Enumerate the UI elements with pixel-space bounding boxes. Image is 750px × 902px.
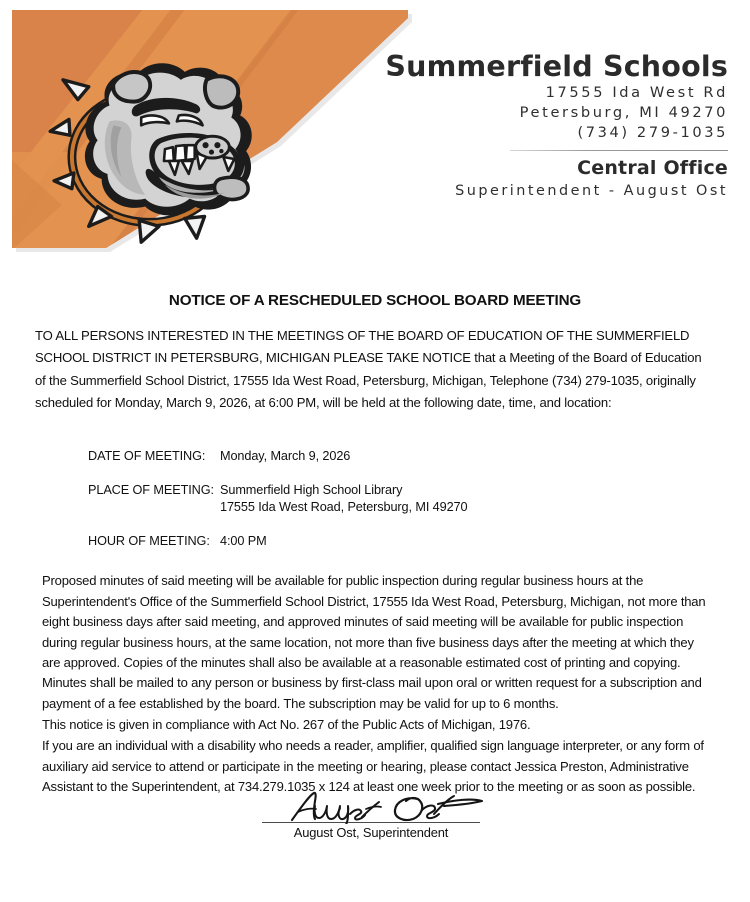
district-name: Summerfield Schools: [385, 50, 728, 83]
detail-value-hour-line-1: 4:00 PM: [220, 534, 267, 548]
header-text-block: [308, 52, 728, 201]
office-name: Central Office: [577, 156, 728, 179]
detail-value-hour: [220, 533, 648, 550]
paragraph-ada-accommodation: If you are an individual with a disability who needs a reader, amplifier, qualified sign language interpreter, or any form of auxiliary aid service to attend or participate in the meeting or hearing, please contact Jessica Preston, Administrative Assistant to the Superintendent, at 734.279.1035 x 124 at least one week prior to the meeting or as soon as possible.: [42, 738, 704, 795]
detail-row-date: [88, 448, 648, 465]
superintendent-line: Superintendent - August Ost: [455, 183, 728, 200]
detail-value-place-line-2: 17555 Ida West Road, Petersburg, MI 49270: [220, 500, 468, 514]
detail-value-place: [220, 482, 648, 516]
mascot-ear-right: [205, 76, 238, 107]
signature-name-title: August Ost, Superintendent: [293, 825, 449, 840]
mascot-lip-flap: [214, 177, 248, 199]
detail-label-date: DATE OF MEETING:: [88, 449, 206, 463]
header-divider: [510, 150, 728, 151]
address-line-phone: (734) 279-1035: [577, 124, 728, 142]
mascot-ear-left: [113, 72, 150, 102]
address-line-street: 17555 Ida West Rd: [545, 83, 728, 101]
detail-value-date: [220, 448, 648, 465]
signature-block: [258, 790, 498, 840]
signature-svg: [258, 790, 488, 824]
paragraph-compliance: This notice is given in compliance with Act No. 267 of the Public Acts of Michigan, 1976.: [42, 717, 531, 732]
notice-title: NOTICE OF A RESCHEDULED SCHOOL BOARD MEETING: [168, 292, 582, 309]
detail-row-place: [88, 482, 648, 516]
intro-paragraph: TO ALL PERSONS INTERESTED IN THE MEETINGS OF THE BOARD OF EDUCATION OF THE SUMMERFIELD SCHOOL DISTRICT IN PETERSBURG, MICHIGAN PLEASE TAKE NOTICE that a Meeting of the Board of Education of the Summerfield School District, 17555 Ida West Road, Petersburg, Michigan, Telephone (734) 279-1035, originally scheduled for Monday, March 9, 2026, at 6:00 PM, will be held at the following date, time, and location:: [35, 328, 702, 411]
paragraph-minutes-inspection: Proposed minutes of said meeting will be available for public inspection during regular business hours at the Superintendent's Office of the Summerfield School District, 17555 Ida West Road, Petersburg, Michigan, not more than eight business days after said meeting, and approved minutes of said meeting will be available for public inspection during regular business hours, at the same location, not more than five business days after the meeting at which they are approved. Copies of the minutes shall also be available at a reasonable estimated cost of printing and copying.: [42, 573, 706, 671]
address-line-city: Petersburg, MI 49270: [519, 104, 728, 122]
detail-value-date-line-1: Monday, March 9, 2026: [220, 449, 351, 463]
meeting-details-block: [88, 448, 648, 550]
detail-row-hour: [88, 533, 648, 550]
detail-value-place-line-1: Summerfield High School Library: [220, 483, 403, 497]
detail-label-place: PLACE OF MEETING:: [88, 483, 214, 497]
letterhead: [0, 0, 750, 268]
paragraph-minutes-mailed: Minutes shall be mailed to any person or business by first-class mail upon oral or written request for a subscription and payment of a fee established by the board. The subscription may be valid for up to 6 months.: [42, 675, 702, 711]
detail-label-hour: HOUR OF MEETING:: [88, 534, 210, 548]
handwritten-signature-icon: [258, 790, 498, 822]
